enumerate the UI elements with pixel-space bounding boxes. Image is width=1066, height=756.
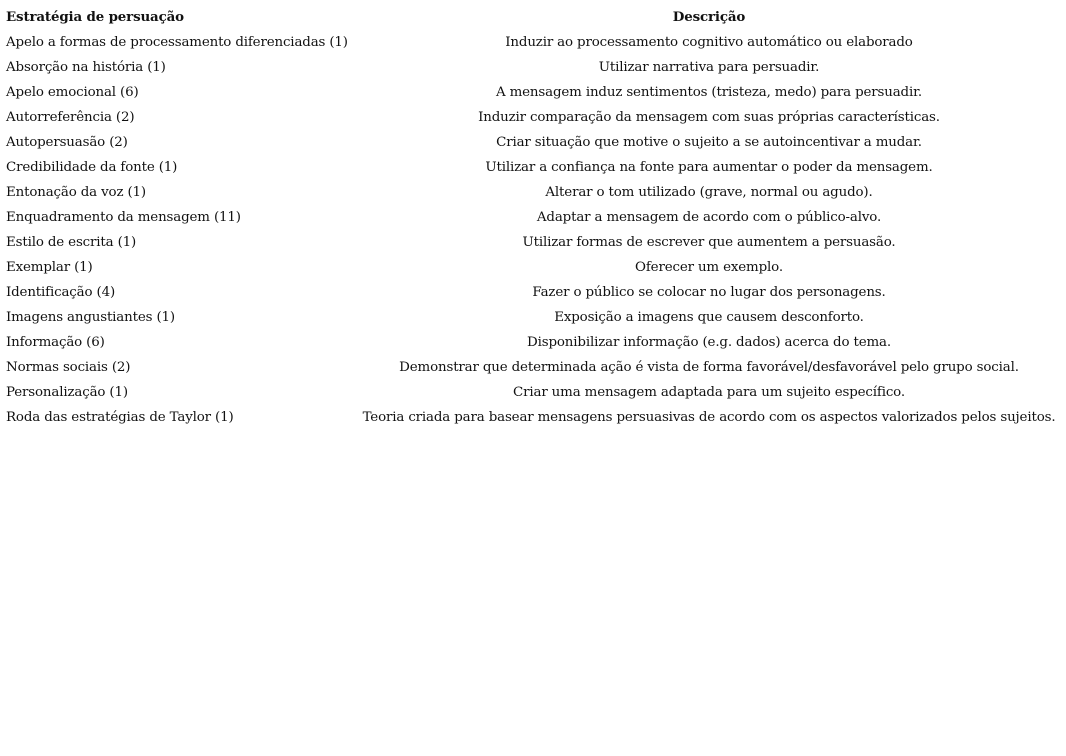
description-cell: Disponibilizar informação (e.g. dados) acerca do tema. bbox=[527, 335, 891, 350]
description-cell: Demonstrar que determinada ação é vista de forma favorável/desfavorável pelo grupo social. bbox=[399, 360, 1019, 375]
strategy-cell: Estilo de escrita (1) bbox=[6, 235, 137, 250]
strategy-cell: Exemplar (1) bbox=[6, 260, 93, 275]
persuasion-strategies-table bbox=[6, 5, 1060, 430]
table-row bbox=[6, 305, 1060, 330]
table-row bbox=[6, 380, 1060, 405]
table-row bbox=[6, 130, 1060, 155]
description-cell: Criar situação que motive o sujeito a se autoincentivar a mudar. bbox=[496, 135, 922, 150]
strategy-cell: Apelo a formas de processamento diferenciadas (1) bbox=[6, 35, 348, 50]
strategy-cell: Autopersuasão (2) bbox=[6, 135, 128, 150]
table-row bbox=[6, 80, 1060, 105]
description-cell: Fazer o público se colocar no lugar dos personagens. bbox=[532, 285, 886, 300]
table-row bbox=[6, 405, 1060, 430]
description-cell: Adaptar a mensagem de acordo com o público-alvo. bbox=[536, 210, 882, 225]
strategy-cell: Apelo emocional (6) bbox=[6, 85, 139, 100]
description-cell: Alterar o tom utilizado (grave, normal ou agudo). bbox=[545, 185, 873, 200]
description-cell: Criar uma mensagem adaptada para um sujeito específico. bbox=[513, 385, 905, 400]
header-description: Descrição bbox=[672, 9, 746, 25]
strategy-cell: Informação (6) bbox=[6, 335, 105, 350]
description-cell: Teoria criada para basear mensagens persuasivas de acordo com os aspectos valorizados pelos sujeitos. bbox=[362, 410, 1056, 425]
strategy-cell: Normas sociais (2) bbox=[6, 360, 131, 375]
table-row bbox=[6, 255, 1060, 280]
strategy-cell: Autorreferência (2) bbox=[6, 110, 135, 125]
description-cell: Utilizar narrativa para persuadir. bbox=[598, 60, 820, 75]
header-strategy: Estratégia de persuação bbox=[6, 9, 184, 25]
strategy-cell: Personalização (1) bbox=[6, 385, 128, 400]
table-row bbox=[6, 330, 1060, 355]
description-cell: Oferecer um exemplo. bbox=[635, 260, 783, 275]
strategy-cell: Roda das estratégias de Taylor (1) bbox=[6, 410, 234, 425]
strategy-cell: Entonação da voz (1) bbox=[6, 185, 146, 200]
strategy-cell: Absorção na história (1) bbox=[6, 60, 166, 75]
description-cell: Exposição a imagens que causem desconforto. bbox=[554, 310, 864, 325]
table-body bbox=[6, 30, 1060, 430]
description-cell: A mensagem induz sentimentos (tristeza, medo) para persuadir. bbox=[495, 85, 922, 100]
table-row bbox=[6, 355, 1060, 380]
description-cell: Induzir ao processamento cognitivo automático ou elaborado bbox=[505, 35, 913, 50]
table-row bbox=[6, 30, 1060, 55]
strategy-cell: Enquadramento da mensagem (11) bbox=[6, 210, 241, 225]
description-cell: Utilizar a confiança na fonte para aumentar o poder da mensagem. bbox=[485, 160, 933, 175]
strategy-cell: Imagens angustiantes (1) bbox=[6, 310, 175, 325]
table-row bbox=[6, 55, 1060, 80]
table-row bbox=[6, 280, 1060, 305]
table-header bbox=[6, 5, 1060, 30]
description-cell: Utilizar formas de escrever que aumentem a persuasão. bbox=[522, 235, 896, 250]
strategy-cell: Credibilidade da fonte (1) bbox=[6, 160, 178, 175]
description-cell: Induzir comparação da mensagem com suas próprias características. bbox=[478, 110, 940, 125]
strategy-cell: Identificação (4) bbox=[6, 285, 116, 300]
header-row bbox=[6, 5, 1060, 30]
table-row bbox=[6, 205, 1060, 230]
table-row bbox=[6, 180, 1060, 205]
table-row bbox=[6, 230, 1060, 255]
table-row bbox=[6, 105, 1060, 130]
table-row bbox=[6, 155, 1060, 180]
